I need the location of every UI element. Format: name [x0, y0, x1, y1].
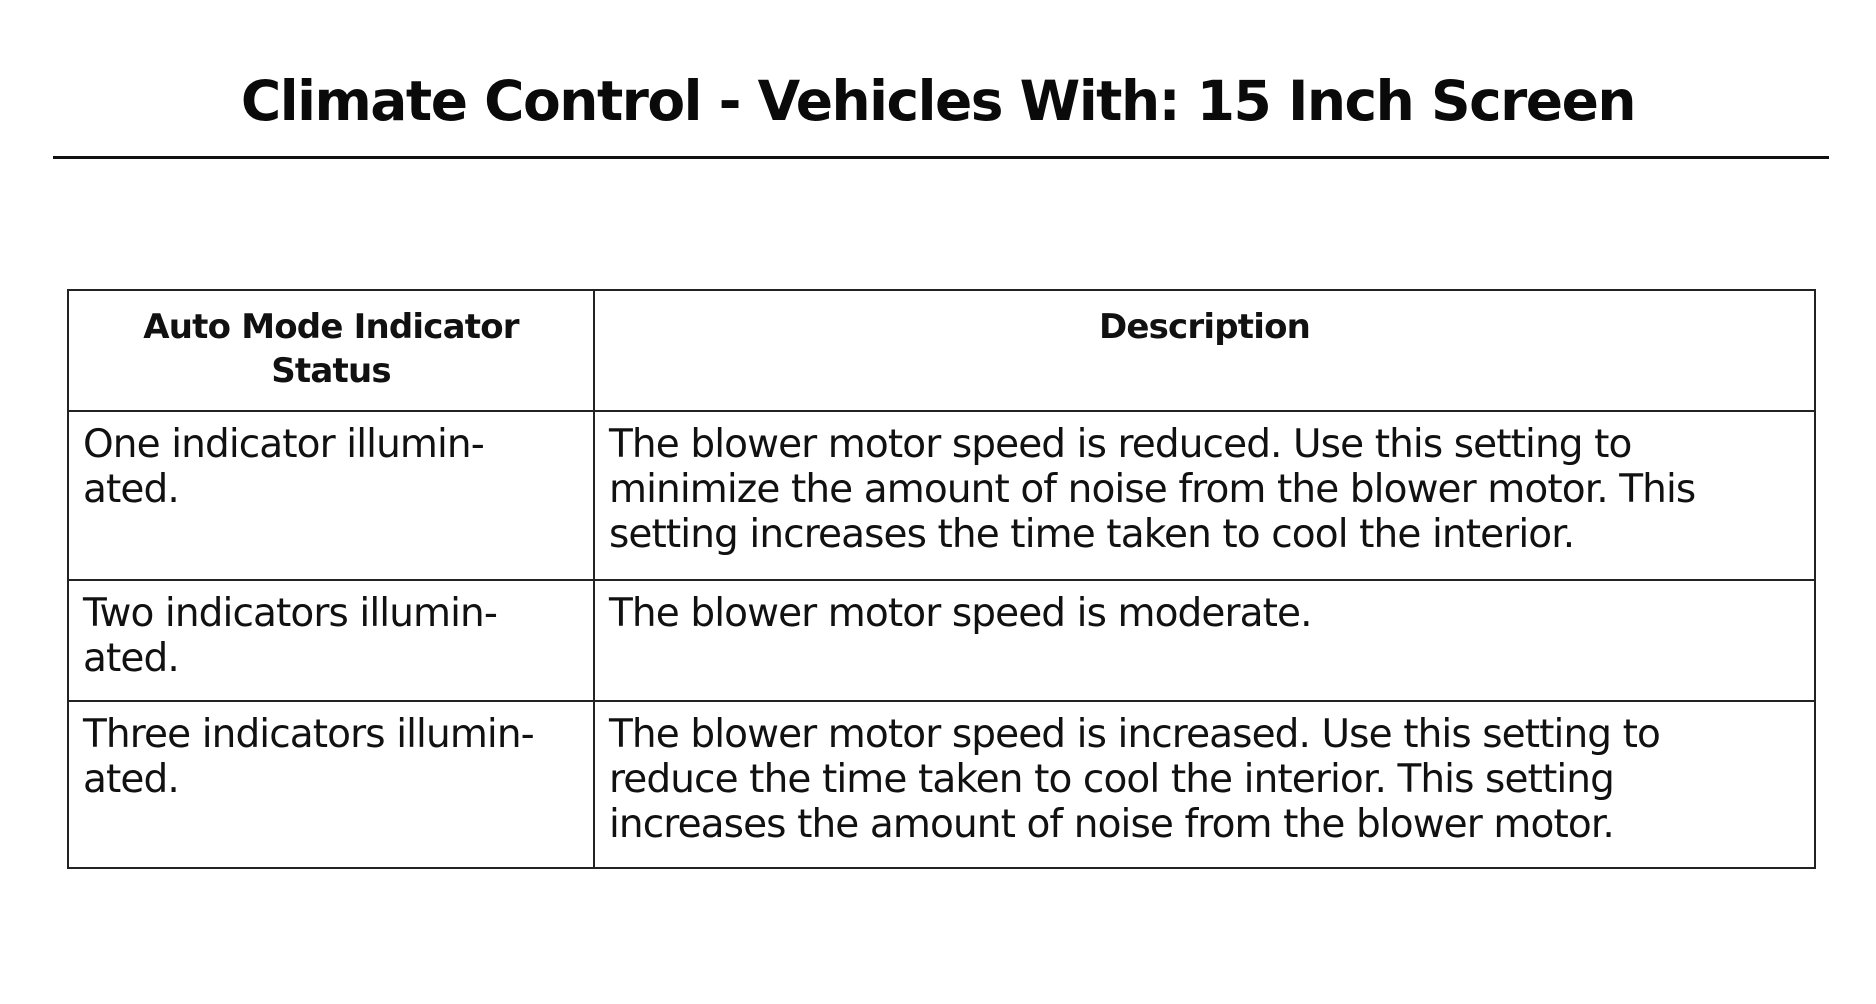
header-line: Auto Mode Indicator: [143, 307, 519, 347]
header-line: Status: [271, 351, 391, 391]
auto-mode-indicator-table: [67, 289, 1816, 869]
status-line: Two indicators illumin-: [83, 591, 498, 636]
table-row: [68, 701, 1815, 868]
status-line: One indicator illumin-: [83, 422, 484, 467]
header-auto-mode-indicator-status: [68, 290, 594, 411]
description-line: minimize the amount of noise from the blower motor. This: [609, 467, 1696, 512]
description-cell: [594, 580, 1815, 701]
status-cell: [68, 411, 594, 580]
status-line: ated.: [83, 757, 179, 802]
table-row: [68, 411, 1815, 580]
description-line: The blower motor speed is reduced. Use this setting to: [609, 422, 1632, 467]
status-line: ated.: [83, 636, 179, 681]
title-divider: [53, 156, 1829, 159]
description-cell: [594, 411, 1815, 580]
status-line: Three indicators illumin-: [83, 712, 534, 757]
description-line: setting increases the time taken to cool the interior.: [609, 512, 1575, 557]
header-line: Description: [1098, 307, 1311, 347]
description-line: reduce the time taken to cool the interior. This setting: [609, 757, 1614, 802]
status-cell: [68, 580, 594, 701]
description-cell: [594, 701, 1815, 868]
status-line: ated.: [83, 467, 179, 512]
description-line: The blower motor speed is moderate.: [609, 591, 1312, 636]
header-description: [594, 290, 1815, 411]
table-header-row: [68, 290, 1815, 411]
status-cell: [68, 701, 594, 868]
page-title: Climate Control - Vehicles With: 15 Inch Screen: [240, 69, 1636, 133]
table-row: [68, 580, 1815, 701]
description-line: The blower motor speed is increased. Use this setting to: [609, 712, 1661, 757]
description-line: increases the amount of noise from the blower motor.: [609, 802, 1614, 847]
